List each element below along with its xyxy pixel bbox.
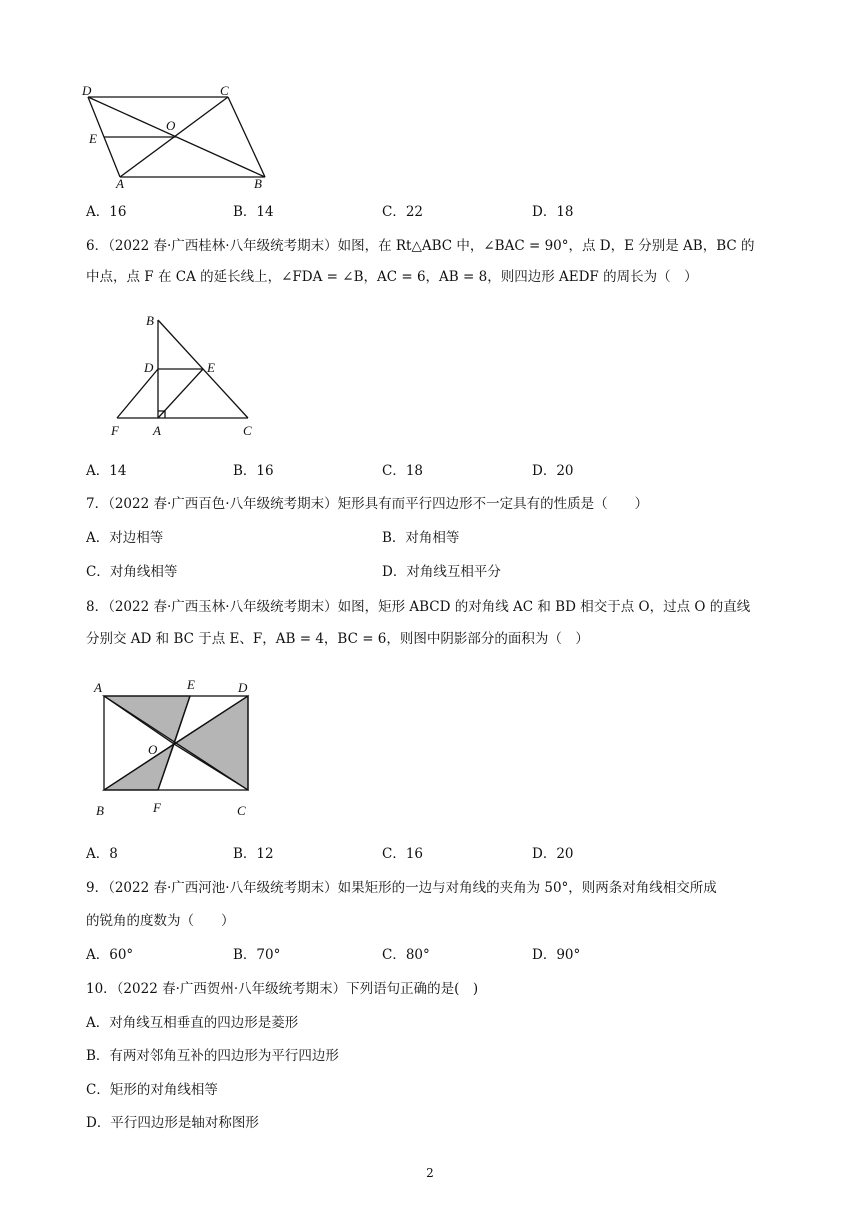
q8-stem-line2: 分别交 AD 和 BC 于点 E、F，AB = 4，BC = 6，则图中阴影部分的面积为（ ）: [86, 631, 589, 647]
q8-label-b: B: [96, 803, 104, 818]
q6-label-e: E: [207, 360, 215, 375]
q5-label-o: O: [166, 118, 176, 133]
q9-stem-line2: 的锐角的度数为（ ）: [86, 913, 235, 929]
q5-option-d[interactable]: D．18: [532, 204, 574, 220]
q5-label-d: D: [82, 83, 92, 98]
q10-option-c[interactable]: C．矩形的对角线相等: [86, 1082, 218, 1098]
q8-label-o: O: [148, 742, 158, 757]
q8-label-c: C: [237, 803, 246, 818]
q9-option-b[interactable]: B．70°: [233, 947, 281, 963]
q8-label-a: A: [94, 680, 102, 695]
q5-parallelogram-figure: [80, 82, 280, 192]
q6-option-b[interactable]: B．16: [233, 463, 274, 479]
q5-label-e: E: [89, 131, 97, 146]
q8-option-d[interactable]: D．20: [532, 846, 574, 862]
q10-option-b[interactable]: B．有两对邻角互补的四边形为平行四边形: [86, 1048, 339, 1064]
q7-stem-line1: 7．（2022 春·广西百色·八年级统考期末）矩形具有而平行四边形不一定具有的性质是（ ）: [86, 496, 649, 512]
page-number: 2: [426, 1166, 434, 1180]
q7-option-a[interactable]: A．对边相等: [86, 530, 164, 546]
q9-option-a[interactable]: A．60°: [86, 947, 134, 963]
q6-label-a: A: [153, 423, 161, 438]
q6-triangle-figure: [105, 310, 265, 440]
q9-stem-line1: 9．（2022 春·广西河池·八年级统考期末）如果矩形的一边与对角线的夹角为 50°，则两条对角线相交所成: [86, 880, 717, 896]
q6-label-f: F: [111, 423, 119, 438]
q5-label-c: C: [220, 83, 229, 98]
q8-label-d: D: [238, 680, 248, 695]
q5-option-c[interactable]: C．22: [382, 204, 424, 220]
q6-option-c[interactable]: C．18: [382, 463, 424, 479]
q5-label-b: B: [254, 176, 262, 191]
q6-label-b: B: [146, 313, 154, 328]
q7-option-b[interactable]: B．对角相等: [382, 530, 460, 546]
q6-option-d[interactable]: D．20: [532, 463, 574, 479]
q7-option-d[interactable]: D．对角线互相平分: [382, 564, 501, 580]
q8-rectangle-figure: [90, 672, 265, 822]
q10-option-d[interactable]: D．平行四边形是轴对称图形: [86, 1115, 259, 1131]
q8-option-c[interactable]: C．16: [382, 846, 424, 862]
q10-stem-line1: 10．（2022 春·广西贺州·八年级统考期末）下列语句正确的是( ): [86, 981, 479, 997]
q5-label-a: A: [116, 176, 124, 191]
q8-stem-line1: 8．（2022 春·广西玉林·八年级统考期末）如图，矩形 ABCD 的对角线 AC 和 BD 相交于点 O，过点 O 的直线: [86, 599, 751, 615]
q6-stem-line1: 6．（2022 春·广西桂林·八年级统考期末）如图，在 Rt△ABC 中，∠BAC = 90°，点 D，E 分别是 AB，BC 的: [86, 238, 755, 254]
q8-option-a[interactable]: A．8: [86, 846, 118, 862]
q6-label-c: C: [243, 423, 252, 438]
q8-label-e: E: [187, 677, 195, 692]
q6-option-a[interactable]: A．14: [86, 463, 127, 479]
q5-option-b[interactable]: B．14: [233, 204, 274, 220]
q9-option-c[interactable]: C．80°: [382, 947, 430, 963]
q7-option-c[interactable]: C．对角线相等: [86, 564, 178, 580]
q6-stem-line2: 中点，点 F 在 CA 的延长线上，∠FDA = ∠B，AC = 6，AB = 8，则四边形 AEDF 的周长为（ ）: [86, 269, 698, 285]
q10-option-a[interactable]: A．对角线互相垂直的四边形是菱形: [86, 1015, 299, 1031]
q5-option-a[interactable]: A．16: [86, 204, 127, 220]
q8-label-f: F: [153, 800, 161, 815]
q8-option-b[interactable]: B．12: [233, 846, 274, 862]
q6-label-d: D: [144, 360, 154, 375]
q9-option-d[interactable]: D．90°: [532, 947, 581, 963]
